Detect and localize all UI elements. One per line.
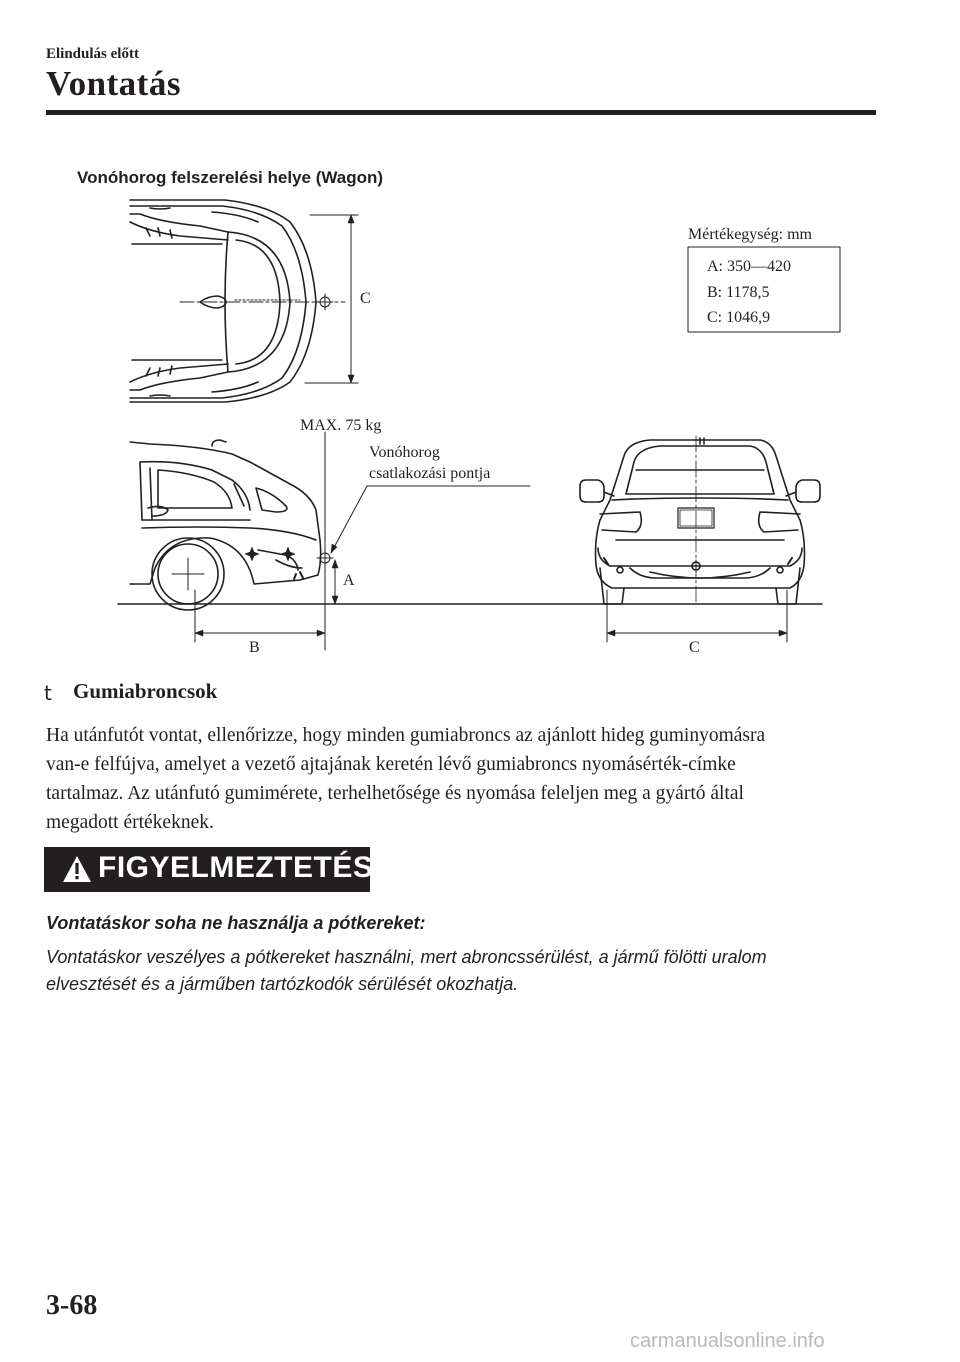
dim-label-c-top: C bbox=[360, 290, 371, 307]
tires-line-3: tartalmaz. Az utánfutó gumimérete, terhelhetősége és nyomása feleljen meg a gyártó által bbox=[46, 783, 744, 804]
spec-a: A: 350—420 bbox=[707, 258, 791, 275]
tires-line-1: Ha utánfutót vontat, ellenőrizze, hogy minden gumiabroncs az ajánlott hideg guminyomásra bbox=[46, 725, 766, 746]
warning-title: Vontatáskor soha ne használja a pótkereket: bbox=[46, 913, 426, 933]
unit-label: Mértékegység: mm bbox=[688, 226, 812, 243]
page-number: 3-68 bbox=[46, 1290, 98, 1321]
spec-c: C: 1046,9 bbox=[707, 309, 771, 326]
figure-title: Vonóhorog felszerelési helye (Wagon) bbox=[77, 168, 384, 187]
spec-b: B: 1178,5 bbox=[707, 284, 770, 301]
car-rear-view bbox=[580, 438, 820, 604]
car-side-view bbox=[130, 440, 321, 610]
section-name: Elindulás előtt bbox=[46, 46, 139, 62]
dim-label-b: B bbox=[249, 639, 260, 656]
tires-line-4: megadott értékeknek. bbox=[46, 812, 214, 833]
tires-paragraph bbox=[46, 721, 886, 837]
warning-line-2: elvesztését és a járműben tartózkodók sérülését okozhatja. bbox=[46, 974, 519, 994]
hitch-callout-line2: csatlakozási pontja bbox=[369, 465, 491, 482]
tires-heading: Gumiabroncsok bbox=[73, 679, 218, 703]
tow-hitch-diagram bbox=[0, 0, 960, 670]
warning-text bbox=[46, 944, 896, 998]
warning-banner bbox=[44, 847, 374, 892]
hitch-callout-line1: Vonóhorog bbox=[369, 444, 440, 461]
bullet-icon: t bbox=[44, 681, 52, 705]
watermark: carmanualsonline.info bbox=[630, 1330, 825, 1352]
car-top-view bbox=[130, 200, 316, 402]
warning-triangle-icon bbox=[62, 855, 92, 883]
warning-line-1: Vontatáskor veszélyes a pótkereket használni, mert abroncssérülést, a jármű fölötti uralom bbox=[46, 947, 767, 967]
dim-label-a: A bbox=[343, 572, 355, 589]
warning-label: FIGYELMEZTETÉS bbox=[98, 851, 374, 884]
tires-line-2: van-e felfújva, amelyet a vezető ajtajának keretén lévő gumiabroncs nyomásérték-címke bbox=[46, 754, 736, 775]
dim-label-c-rear: C bbox=[689, 639, 700, 656]
max-load-label: MAX. 75 kg bbox=[300, 417, 382, 434]
page-title: Vontatás bbox=[46, 64, 181, 103]
